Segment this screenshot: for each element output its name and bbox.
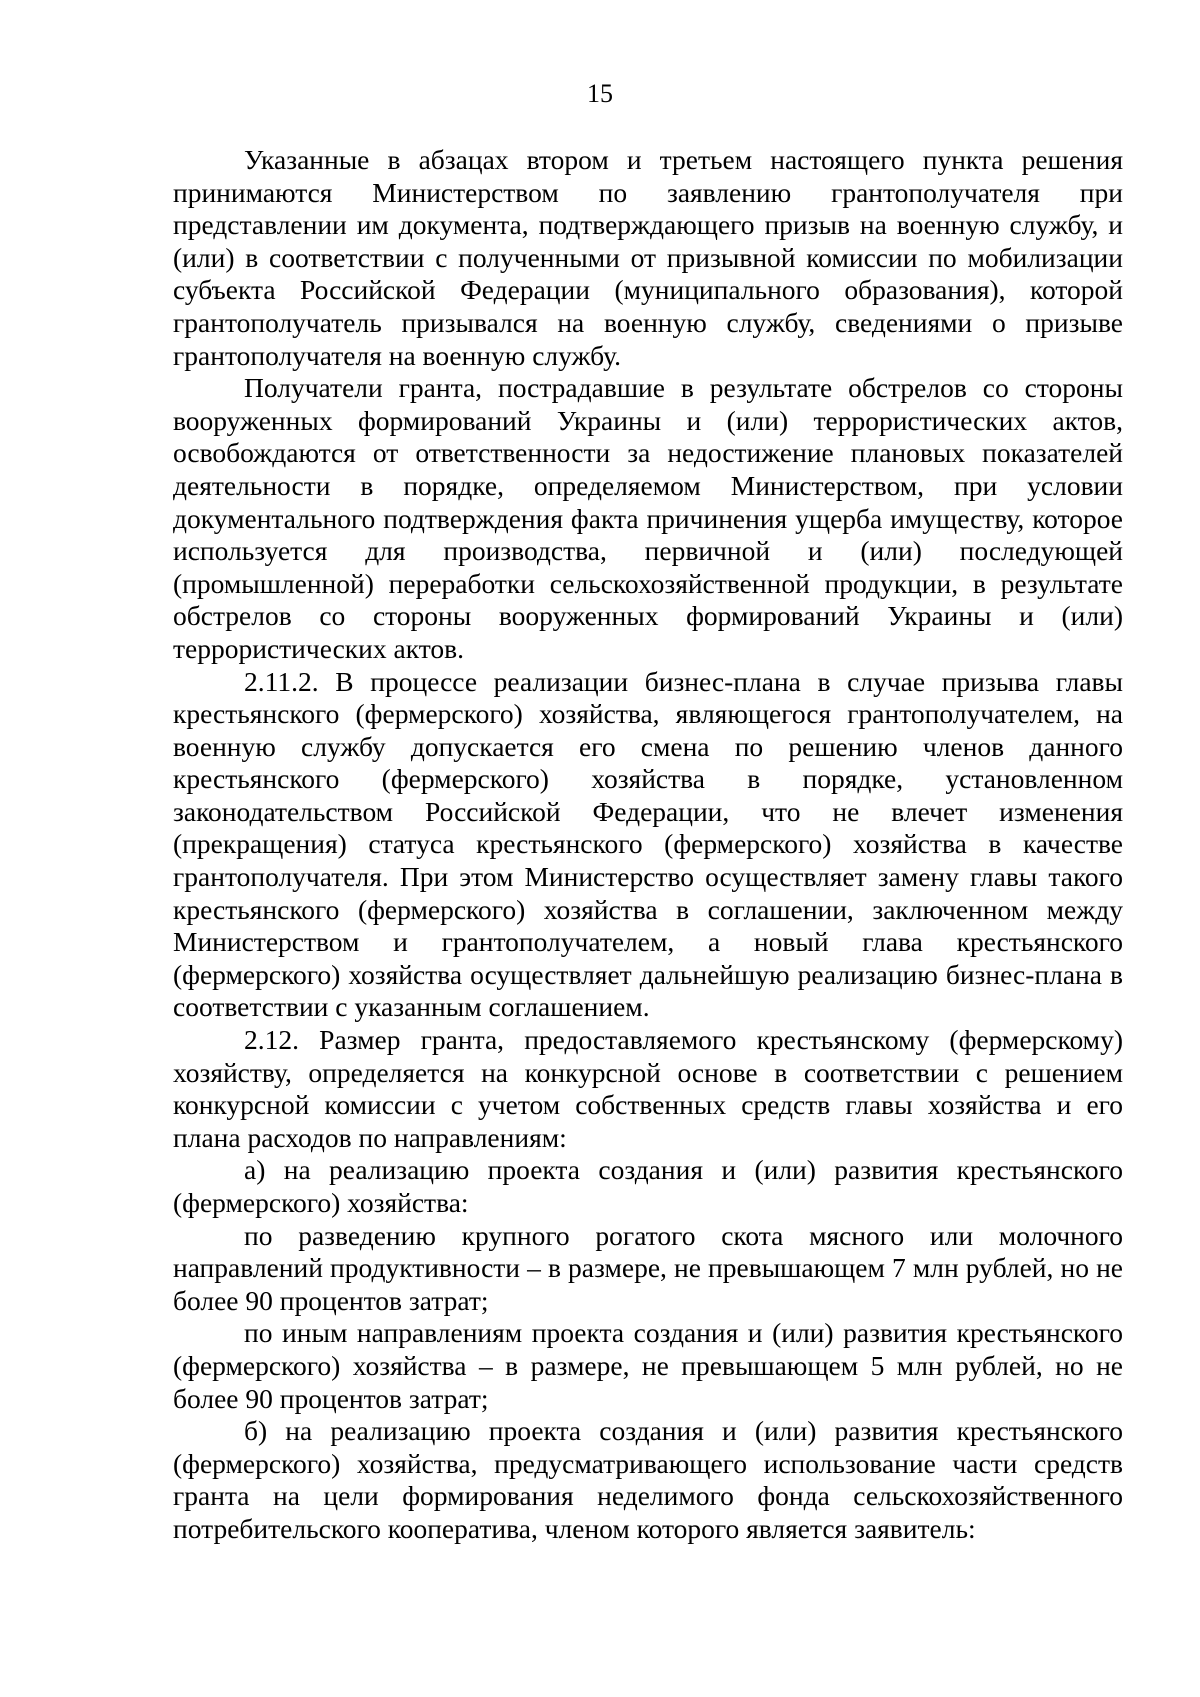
paragraph-shelling-victims: Получатели гранта, пострадавшие в результате обстрелов со стороны вооруженных формирований Украины и (или) террористических актов, освобождаются от ответственности за недостижение плановых показателей деятельности в порядке, определяемом Министерством, при условии документального подтверждения факта причинения ущерба имуществу, которое используется для производства, первичной и (или) последующей (промышленной) переработки сельскохозяйственной продукции, в результате обстрелов со стороны вооруженных формирований Украины и (или) террористических актов. bbox=[173, 372, 1123, 664]
paragraph-ministry-decisions: Указанные в абзацах втором и третьем настоящего пункта решения принимаются Министерством по заявлению грантополучателя при представлении им документа, подтверждающего призыв на военную службу, и (или) в соответствии с полученными от призывной комиссии по мобилизации субъекта Российской Федерации (муниципального образования), которой грантополучатель призывался на военную службу, сведениями о призыве грантополучателя на военную службу. bbox=[173, 144, 1123, 371]
paragraph-item-b: б) на реализацию проекта создания и (или) развития крестьянского (фермерского) хозяйства, предусматривающего использование части средств гранта на цели формирования неделимого фонда сельскохозяйственного потребительского кооператива, членом которого является заявитель: bbox=[173, 1415, 1123, 1544]
paragraph-item-a: а) на реализацию проекта создания и (или) развития крестьянского (фермерского) хозяйства: bbox=[173, 1154, 1123, 1218]
document-body bbox=[173, 144, 1123, 1546]
paragraph-other-directions: по иным направлениям проекта создания и (или) развития крестьянского (фермерского) хозяйства – в размере, не превышающем 5 млн рублей, но не более 90 процентов затрат; bbox=[173, 1317, 1123, 1414]
page-number: 15 bbox=[587, 79, 613, 108]
paragraph-cattle-breeding: по разведению крупного рогатого скота мясного или молочного направлений продуктивности – в размере, не превышающем 7 млн рублей, но не более 90 процентов затрат; bbox=[173, 1219, 1123, 1316]
paragraph-2-11-2: 2.11.2. В процессе реализации бизнес-плана в случае призыва главы крестьянского (фермерского) хозяйства, являющегося грантополучателем, на военную службу допускается его смена по решению членов данного крестьянского (фермерского) хозяйства в порядке, установленном законодательством Российской Федерации, что не влечет изменения (прекращения) статуса крестьянского (фермерского) хозяйства в качестве грантополучателя. При этом Министерство осуществляет замену главы такого крестьянского (фермерского) хозяйства в соглашении, заключенном между Министерством и грантополучателем, а новый глава крестьянского (фермерского) хозяйства осуществляет дальнейшую реализацию бизнес-плана в соответствии с указанным соглашением. bbox=[173, 665, 1123, 1023]
paragraph-2-12: 2.12. Размер гранта, предоставляемого крестьянскому (фермерскому) хозяйству, определяется на конкурсной основе в соответствии с решением конкурсной комиссии с учетом собственных средств главы хозяйства и его плана расходов по направлениям: bbox=[173, 1024, 1123, 1153]
